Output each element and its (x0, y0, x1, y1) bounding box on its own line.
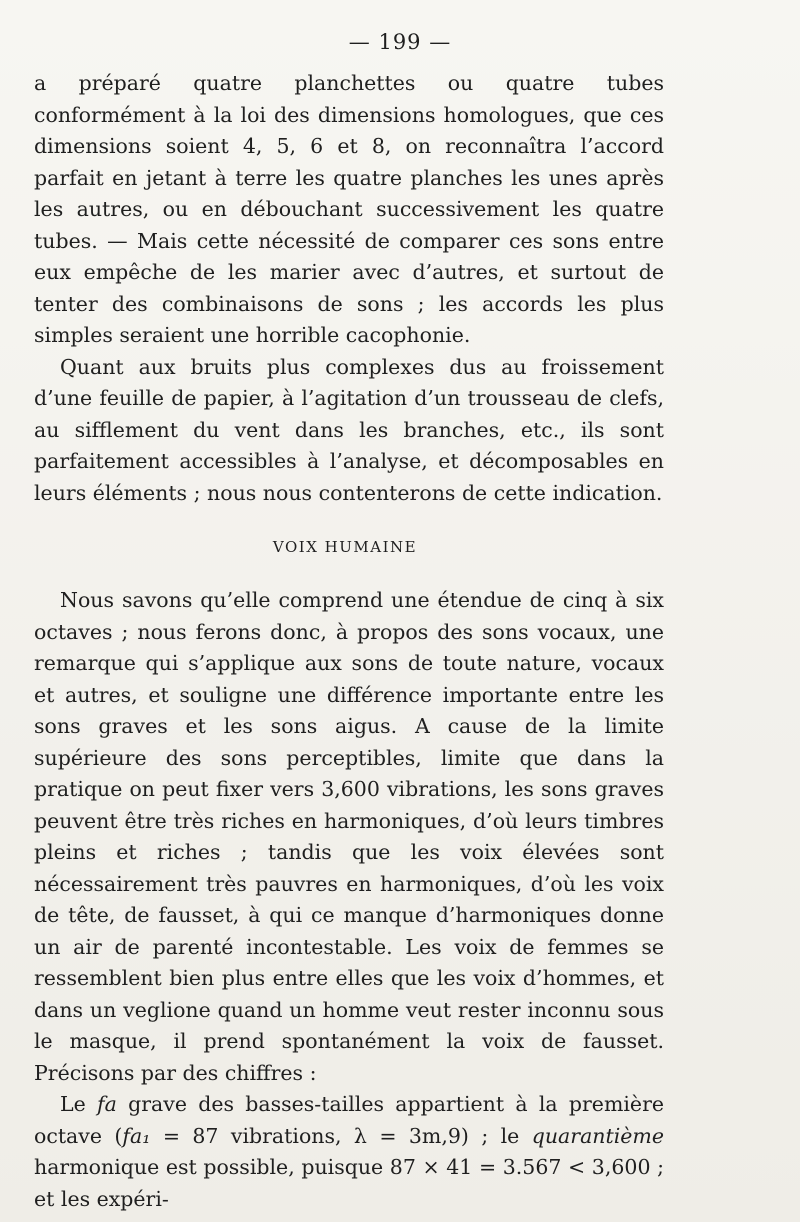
top-text-block (34, 68, 664, 509)
paragraph-fa-grave (34, 1089, 664, 1215)
text-run: Le (60, 1092, 98, 1116)
paragraph-continuation: a préparé quatre planchettes ou quatre tubes conformément à la loi des dimensions homologues, que ces dimensions soient 4, 5, 6 et 8, on reconnaîtra l’accord parfait en jetant à terre les quatre planches les unes après les autres, ou en débouchant successivement les quatre tubes. — Mais cette nécessité de comparer ces sons entre eux empêche de les marier avec d’autres, et surtout de tenter des combinaisons de sons ; les accords les plus simples seraient une horrible cacophonie. (34, 71, 664, 347)
text-run: harmonique est possible, puisque 87 × 41 = 3.567 < 3,600 ; et les expéri- (34, 1155, 664, 1211)
italic-term: quarantième (531, 1123, 664, 1148)
text-run: = 87 vibrations, λ = 3m,9) ; le (150, 1123, 532, 1148)
page-number: — 199 — (348, 30, 452, 54)
paragraph-bruits: Quant aux bruits plus complexes dus au froissement d’une feuille de papier, à l’agitation d’un trousseau de clefs, au sifflement du vent dans les branches, etc., ils sont parfaitement accessibles à l’analyse, et décomposables en leurs éléments ; nous nous contenterons de cette indication. (34, 354, 664, 505)
voice-text-block (34, 585, 664, 1215)
italic-term: fa₁ (122, 1123, 151, 1148)
text-run: grave des basses-tailles appartient à la première octave ( (34, 1092, 664, 1148)
paragraph-voix: Nous savons qu’elle comprend une étendue de cinq à six octaves ; nous ferons donc, à propos des sons vocaux, une remarque qui s’applique aux sons de toute nature, vocaux et autres, et souligne une différence importante entre les sons graves et les sons aigus. A cause de la limite supérieure des sons perceptibles, limite que dans la pratique on peut fixer vers 3,600 vibrations, les sons graves peuvent être très riches en harmoniques, d’où leurs timbres pleins et riches ; tandis que les voix élevées sont nécessairement très pauvres en harmoniques, d’où les voix de tête, de fausset, à qui ce manque d’harmoniques donne un air de parenté incontestable. Les voix de femmes se ressemblent bien plus entre elles que les voix d’hommes, et dans un veglione quand un homme veut rester inconnu sous le masque, il prend spontanément la voix de fausset. Précisons par des chiffres : (34, 588, 664, 1085)
section-heading: VOIX HUMAINE (272, 538, 418, 556)
italic-term: fa (97, 1092, 117, 1116)
